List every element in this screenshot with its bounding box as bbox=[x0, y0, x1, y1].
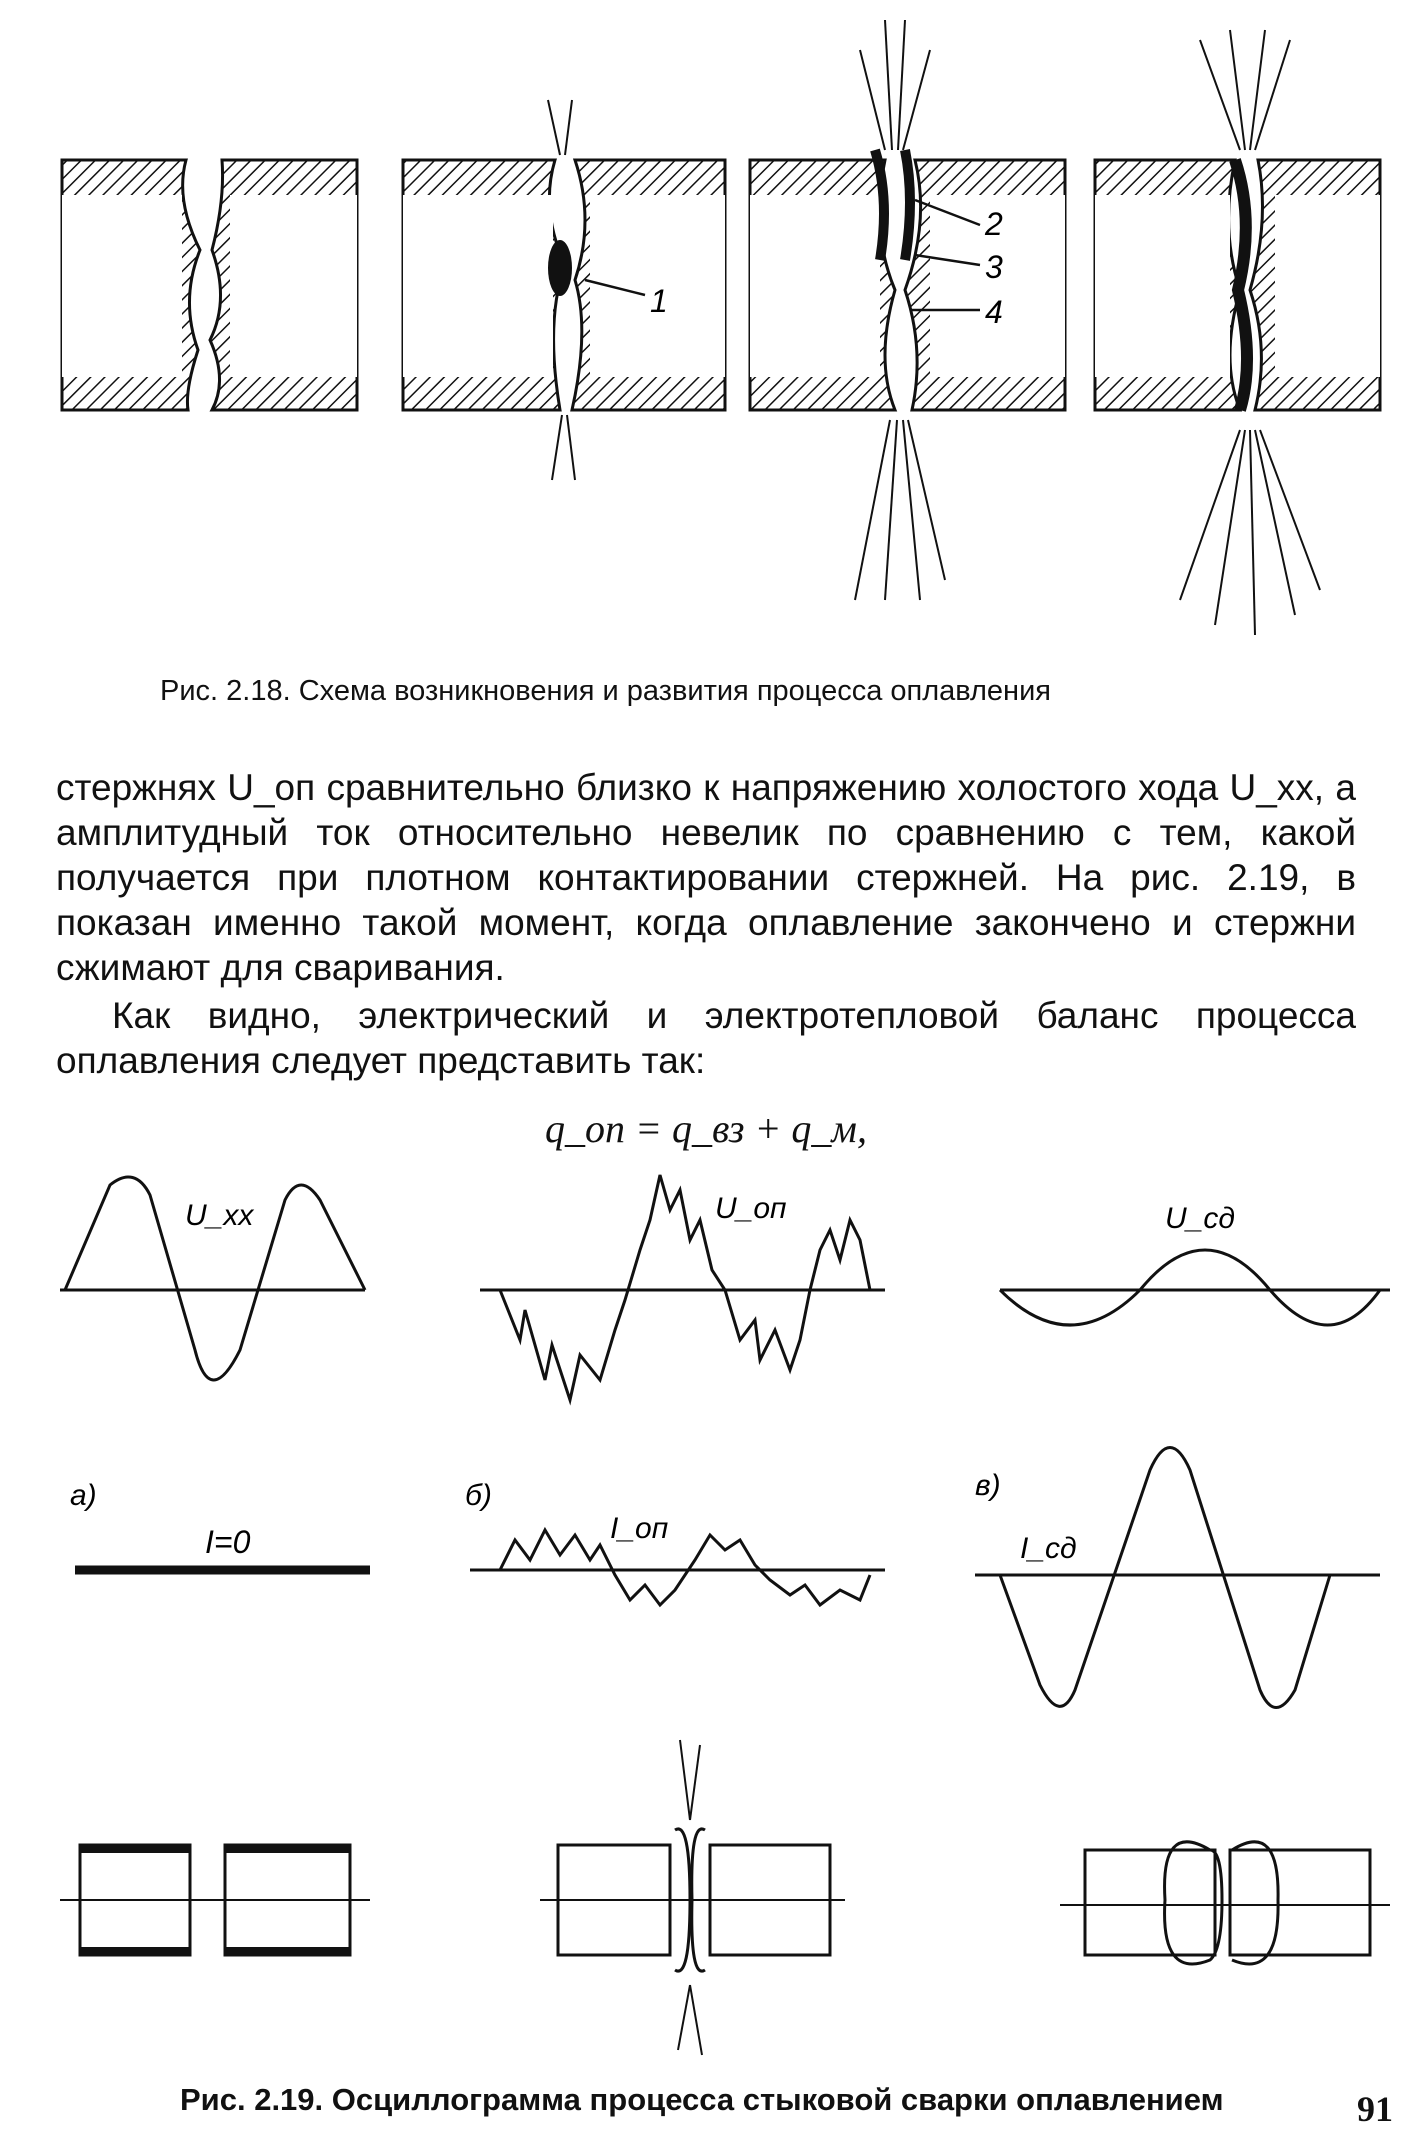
rods-panel-b bbox=[540, 1740, 845, 2055]
label-i-sd: I_сд bbox=[1020, 1532, 1077, 1565]
label-4: 4 bbox=[985, 294, 1003, 330]
panel-label-b: б) bbox=[465, 1479, 492, 1512]
rods-panel-a bbox=[60, 1845, 370, 1955]
label-2: 2 bbox=[985, 206, 1003, 242]
label-u-op: U_оп bbox=[715, 1192, 787, 1225]
label-1: 1 bbox=[650, 283, 668, 319]
panel-label-c: в) bbox=[975, 1469, 1001, 1502]
label-3: 3 bbox=[985, 249, 1003, 285]
page-number: 91 bbox=[1357, 2089, 1393, 2129]
figure-2-19-caption: Рис. 2.19. Осциллограмма процесса стыковой сварки оплавлением bbox=[180, 2082, 1224, 2117]
figure-2-18-caption: Рис. 2.18. Схема возникновения и развития процесса оплавления bbox=[160, 675, 1051, 707]
rods-panel-c bbox=[1060, 1842, 1390, 1964]
balance-formula: q_оп = q_вз + q_м, bbox=[545, 1106, 867, 1151]
label-u-sd: U_сд bbox=[1165, 1202, 1235, 1235]
label-u-xx: U_xx bbox=[185, 1199, 254, 1232]
label-i-0: I=0 bbox=[205, 1524, 251, 1560]
label-i-op: I_оп bbox=[610, 1512, 669, 1545]
body-paragraph-2: Как видно, электрический и электротепловой баланс процесса оплавления следует представить так: bbox=[56, 995, 1356, 1081]
body-paragraph-1: стержнях U_оп сравнительно близко к напряжению холостого хода U_xx, а амплитудный ток относительно невелик по сравнению с тем, какой получается при плотном контактировании стержней. На рис. 2.19, в показан именно такой момент, когда оплавление закончено и стержни сжимают для сваривания. bbox=[56, 767, 1356, 988]
panel-label-a: а) bbox=[70, 1479, 97, 1512]
